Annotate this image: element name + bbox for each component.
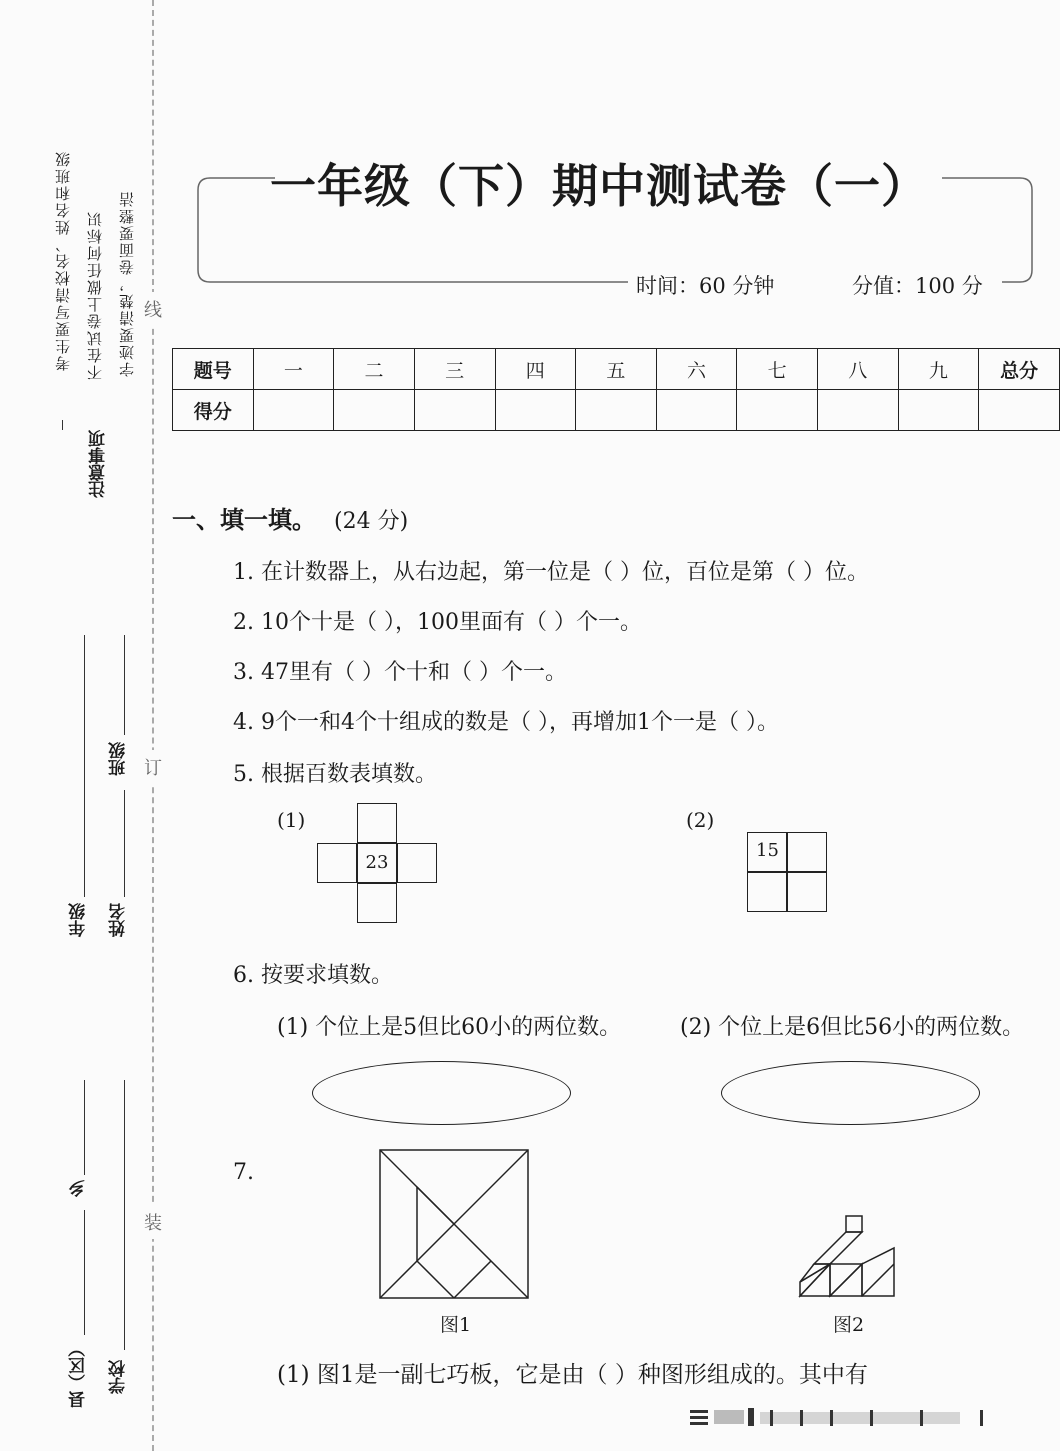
score-row-label: 得分: [173, 390, 254, 431]
question-4: 4. 9个一和4个十组成的数是（ ），再增加1个一是（ ）。: [233, 710, 779, 735]
notice-line-2: 不在试卷上做任何标识: [86, 210, 104, 380]
field-name-label: 姓名: [109, 903, 129, 937]
page-title: 一年级（下）期中测试卷（一）: [270, 159, 928, 213]
field-township-line[interactable]: [84, 1080, 85, 1175]
notice-line-1: 考生要写清校名、姓名和班级: [54, 150, 72, 371]
field-school-label: 学校: [109, 1360, 129, 1394]
q5-label-2: (2): [686, 808, 715, 832]
q5-cell-blank[interactable]: [357, 883, 397, 923]
field-name-line[interactable]: [124, 790, 125, 897]
question-2: 2. 10个十是（ ），100里面有（ ）个一。: [233, 610, 642, 635]
score-input-cell[interactable]: [898, 390, 979, 431]
field-township-label: 乡: [69, 1180, 89, 1197]
q5-cell-value: 23: [357, 843, 397, 883]
q5-cell-blank[interactable]: [747, 872, 787, 912]
notice-title: 注意事项: [89, 430, 109, 498]
notice-line-3: 字迹要清楚，卷面要整洁: [118, 190, 136, 377]
bind-mark-staple: 订: [144, 750, 162, 784]
section-1-heading: [172, 500, 408, 535]
q6-answer-oval-2[interactable]: [721, 1061, 980, 1125]
q5-cell-blank[interactable]: [787, 872, 827, 912]
score-table-cell: 二: [334, 349, 415, 390]
q5-label-1: (1): [277, 808, 306, 832]
score-input-cell[interactable]: [979, 390, 1060, 431]
tangram-figure-2-swan: [798, 1212, 898, 1300]
tangram-figure-1: [378, 1148, 530, 1300]
score-table-cell: 八: [818, 349, 899, 390]
figure-2-caption: 图2: [833, 1314, 865, 1336]
question-3: 3. 47里有（ ）个十和（ ）个一。: [233, 660, 567, 685]
question-5: 5. 根据百数表填数。: [233, 762, 437, 787]
score-table-cell: 九: [898, 349, 979, 390]
score-table-cell: 四: [495, 349, 576, 390]
score-input-cell[interactable]: [334, 390, 415, 431]
bind-mark-pack: 装: [144, 1205, 162, 1239]
question-6: 6. 按要求填数。: [233, 963, 393, 988]
q6-sub-2: (2) 个位上是6但比56小的两位数。: [680, 1015, 1025, 1040]
q5-cell-blank[interactable]: [357, 803, 397, 843]
question-1: 1. 在计数器上，从右边起，第一位是（ ）位，百位是第（ ）位。: [233, 560, 869, 585]
q6-answer-oval-1[interactable]: [312, 1061, 571, 1125]
score-input-cell[interactable]: [576, 390, 657, 431]
score-input-cell[interactable]: [495, 390, 576, 431]
section-1-points: (24 分): [334, 509, 409, 534]
score-table-score-row: [173, 390, 1060, 431]
field-school-line[interactable]: [124, 1080, 125, 1350]
field-class-label: 班级: [109, 742, 129, 776]
score-table-cell: 总分: [979, 349, 1060, 390]
q7-sub-1: (1) 图1是一副七巧板，它是由（ ）种图形组成的。其中有: [277, 1362, 868, 1388]
field-class-line[interactable]: [124, 635, 125, 735]
field-grade-label: 年级: [69, 903, 89, 937]
q5-cell-blank[interactable]: [317, 843, 357, 883]
score-table-header-row: [173, 349, 1060, 390]
score-table: [172, 348, 1060, 431]
score-input-cell[interactable]: [656, 390, 737, 431]
score-table-cell: 七: [737, 349, 818, 390]
exam-score: 分值：100 分: [852, 274, 983, 298]
exam-time: 时间：60 分钟: [636, 274, 775, 298]
score-table-cell: 一: [253, 349, 334, 390]
field-county-label: 县（区）: [69, 1340, 89, 1408]
question-7: 7.: [233, 1160, 254, 1185]
score-input-cell[interactable]: [818, 390, 899, 431]
q5-cell-blank[interactable]: [787, 832, 827, 872]
field-grade-line[interactable]: [84, 635, 85, 897]
score-input-cell[interactable]: [253, 390, 334, 431]
q5-cell-blank[interactable]: [397, 843, 437, 883]
bind-mark-line: 线: [144, 292, 162, 326]
q5-cell-value: 15: [747, 832, 787, 872]
section-1-title: 一、填一填。: [172, 506, 316, 534]
figure-1-caption: 图1: [440, 1314, 472, 1336]
score-table-cell: 五: [576, 349, 657, 390]
score-table-cell: 题号: [173, 349, 254, 390]
score-input-cell[interactable]: [737, 390, 818, 431]
score-table-cell: 三: [414, 349, 495, 390]
q6-sub-1: (1) 个位上是5但比60小的两位数。: [277, 1015, 622, 1040]
score-table-cell: 六: [656, 349, 737, 390]
score-input-cell[interactable]: [414, 390, 495, 431]
watermark-logo: [690, 1404, 1010, 1428]
field-county-line[interactable]: [84, 1210, 85, 1335]
